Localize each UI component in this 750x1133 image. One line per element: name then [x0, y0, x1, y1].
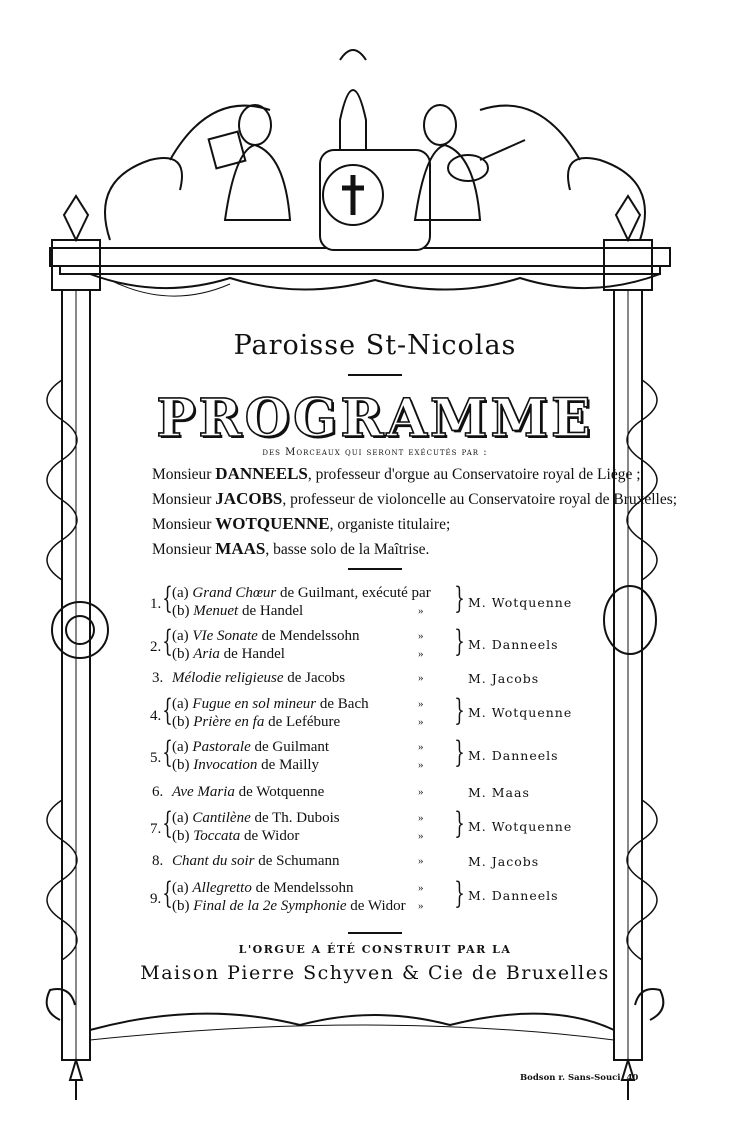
- brace: {: [162, 735, 173, 770]
- musician-line: [152, 514, 450, 534]
- item-number: 4.: [150, 708, 162, 724]
- program-line: Mélodie religieuse de Jacobs: [172, 670, 346, 686]
- brace: }: [454, 735, 465, 770]
- divider: [348, 932, 402, 934]
- ditto-mark: »: [418, 812, 424, 824]
- ditto-mark: »: [418, 830, 424, 842]
- performer: M. Danneels: [468, 748, 559, 763]
- performer: M. Wotquenne: [468, 595, 573, 610]
- performer: M. Jacobs: [468, 671, 540, 686]
- program-line: Ave Maria de Wotquenne: [172, 784, 325, 800]
- brace: {: [162, 581, 173, 616]
- brace: }: [454, 693, 465, 728]
- program-line: (a) Cantilène de Th. Dubois: [172, 810, 340, 826]
- musician-name: DANNEELS: [215, 464, 308, 483]
- brace: }: [454, 806, 465, 841]
- brace: }: [454, 876, 465, 911]
- ditto-mark: »: [418, 698, 424, 710]
- performer: M. Jacobs: [468, 854, 540, 869]
- musician-prefix: Monsieur: [152, 516, 216, 533]
- program-line: (b) Aria de Handel: [172, 646, 285, 662]
- item-number: 8.: [152, 853, 164, 869]
- musician-desc: , professeur de violoncelle au Conservatoire royal de Bruxelles;: [282, 491, 678, 508]
- item-number: 9.: [150, 891, 162, 907]
- brace: {: [162, 806, 173, 841]
- printer-credit: Bodson r. Sans-Souci, 40: [520, 1073, 639, 1083]
- ditto-mark: »: [418, 786, 424, 798]
- musician-name: MAAS: [215, 539, 266, 558]
- musician-desc: , basse solo de la Maîtrise.: [265, 541, 430, 558]
- program-line: (b) Invocation de Mailly: [172, 757, 320, 773]
- parish-heading: Paroisse St-Nicolas: [233, 330, 517, 361]
- program-line: (a) Pastorale de Guilmant: [172, 739, 330, 755]
- program-line: (a) Fugue en sol mineur de Bach: [172, 696, 369, 712]
- divider: [348, 374, 402, 376]
- item-number: 7.: [150, 821, 162, 837]
- program-line: (a) VIe Sonate de Mendelssohn: [172, 628, 360, 644]
- program-line: (b) Toccata de Widor: [172, 828, 300, 844]
- musician-desc: , organiste titulaire;: [329, 516, 451, 533]
- musician-prefix: Monsieur: [152, 466, 216, 483]
- ditto-mark: »: [418, 882, 424, 894]
- brace: {: [162, 624, 173, 659]
- brace: {: [162, 876, 173, 911]
- performer: M. Danneels: [468, 637, 559, 652]
- organ-builder-caption: L'ORGUE A ÉTÉ CONSTRUIT PAR LA: [238, 943, 512, 956]
- performer: M. Wotquenne: [468, 819, 573, 834]
- program-line: (b) Menuet de Handel: [172, 603, 304, 619]
- ditto-mark: »: [418, 672, 424, 684]
- program-line: Chant du soir de Schumann: [172, 853, 340, 869]
- performer: M. Wotquenne: [468, 705, 573, 720]
- musician-line: [152, 464, 641, 484]
- musician-name: WOTQUENNE: [215, 514, 330, 533]
- performer: M. Maas: [468, 785, 530, 800]
- musician-line: [152, 539, 429, 559]
- ditto-mark: »: [418, 855, 424, 867]
- item-number: 5.: [150, 750, 162, 766]
- ditto-mark: »: [418, 759, 424, 771]
- organ-builder-name: Maison Pierre Schyven & Cie de Bruxelles: [140, 962, 610, 984]
- musician-desc: , professeur d'orgue au Conservatoire royal de Liège ;: [307, 466, 641, 483]
- ditto-mark: »: [418, 900, 424, 912]
- musician-line: [152, 489, 677, 509]
- ditto-mark: »: [418, 605, 424, 617]
- item-number: 3.: [152, 670, 164, 686]
- ditto-mark: »: [418, 648, 424, 660]
- program-line: (b) Final de la 2e Symphonie de Widor: [172, 898, 406, 914]
- program-line: (b) Prière en fa de Lefébure: [172, 714, 341, 730]
- musician-prefix: Monsieur: [152, 491, 216, 508]
- ditto-mark: »: [418, 716, 424, 728]
- item-number: 6.: [152, 784, 164, 800]
- subtitle: des Morceaux qui seront exécutés par :: [262, 447, 488, 458]
- program-line: (a) Grand Chœur de Guilmant, exécuté par: [172, 585, 431, 601]
- item-number: 2.: [150, 639, 162, 655]
- program-line: (a) Allegretto de Mendelssohn: [172, 880, 354, 896]
- musician-prefix: Monsieur: [152, 541, 216, 558]
- musician-name: JACOBS: [215, 489, 283, 508]
- ditto-mark: »: [418, 741, 424, 753]
- ditto-mark: »: [418, 630, 424, 642]
- brace: {: [162, 693, 173, 728]
- brace: }: [454, 581, 465, 616]
- performer: M. Danneels: [468, 888, 559, 903]
- brace: }: [454, 624, 465, 659]
- divider: [348, 568, 402, 570]
- page-title: PROGRAMME: [156, 388, 594, 449]
- item-number: 1.: [150, 596, 162, 612]
